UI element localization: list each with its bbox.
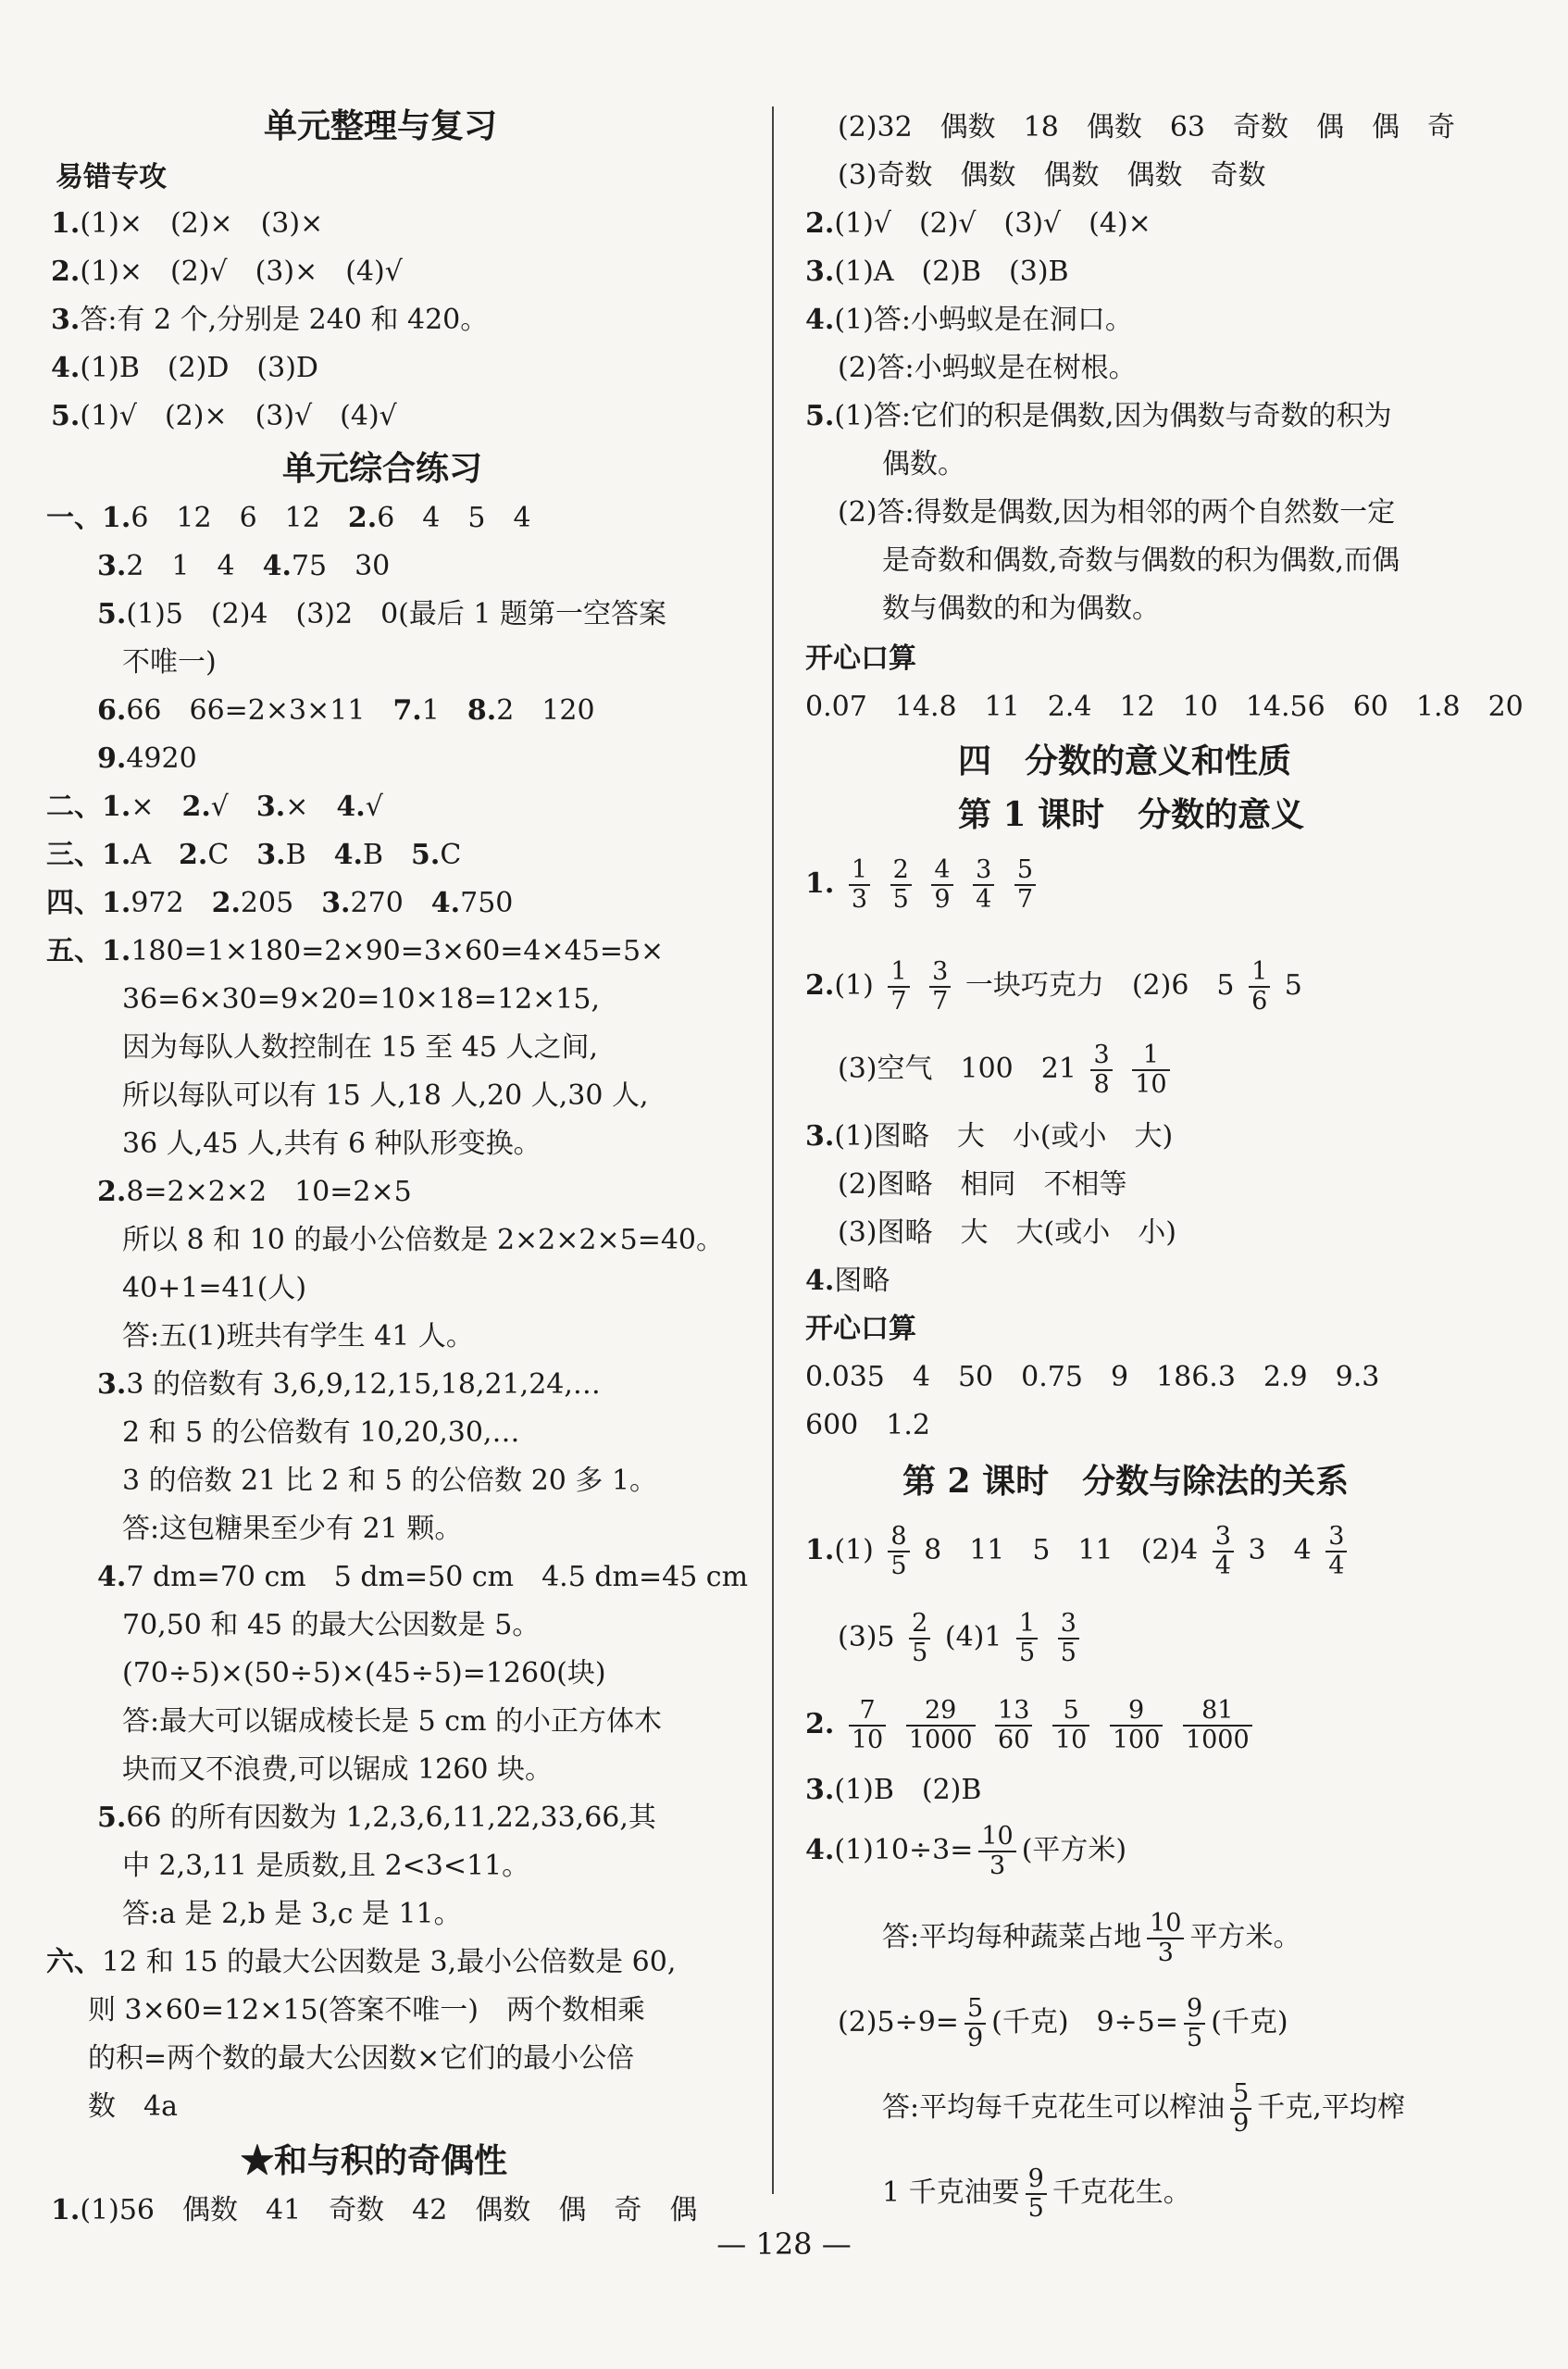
answer-line: (2)5÷9= $\frac{5}{9}$ (千克) 9÷5= $\frac{9}{5}$ (千克) (838, 1994, 1288, 2052)
answer-line: 36=6×30=9×20=10×18=12×15, (122, 983, 601, 1016)
answer-line: 4.图略 (805, 1265, 890, 1297)
answer-line: 一、1.6 12 6 12 2.6 4 5 4 (46, 502, 531, 534)
answer-line: 的积=两个数的最大公因数×它们的最小公倍 (88, 2042, 635, 2075)
answer-line: (2)答:小蚂蚁是在树根。 (838, 352, 1137, 384)
fraction: $\frac{10}{3}$ (1147, 1910, 1184, 1967)
fraction: $\frac{3}{4}$ (973, 856, 994, 914)
fraction: $\frac{1}{10}$ (1132, 1041, 1169, 1099)
fraction: $\frac{5}{7}$ (1014, 856, 1036, 914)
fraction: $\frac{3}{4}$ (1325, 1523, 1347, 1580)
answer-line: 所以 8 和 10 的最小公倍数是 2×2×2×5=40。 (122, 1224, 725, 1256)
answer-line: 2.(1) $\frac{1}{7}$ $\frac{3}{7}$ 一块巧克力 (2)6 5 $\frac{1}{6}$ 5 (805, 957, 1302, 1016)
answer-line: 2. $\frac{7}{10}$ $\frac{29}{1000}$ $\frac{13}{60}$ $\frac{5}{10}$ $\frac{9}{100}$ $\frac{81}{1000}$ (805, 1692, 1258, 1757)
subsection-title: 开心口算 (805, 642, 916, 675)
fraction: $\frac{7}{10}$ (849, 1697, 886, 1754)
answer-line: 四、1.972 2.205 3.270 4.750 (46, 887, 514, 919)
fraction: $\frac{3}{5}$ (1058, 1610, 1079, 1667)
fraction: $\frac{9}{100}$ (1110, 1697, 1164, 1754)
answer-line: 偶数。 (882, 448, 965, 480)
answer-line: 3.2 1 4 4.75 30 (97, 550, 391, 582)
answer-line: 6.66 66=2×3×11 7.1 8.2 120 (97, 694, 595, 727)
answer-line: 答:a 是 2,b 是 3,c 是 11。 (122, 1898, 462, 1930)
answer-line: 40+1=41(人) (122, 1272, 307, 1304)
answer-line: 则 3×60=12×15(答案不唯一) 两个数相乘 (88, 1994, 645, 2026)
fraction: $\frac{2}{5}$ (890, 856, 912, 914)
answer-line: 二、1.× 2.√ 3.× 4.√ (46, 791, 383, 823)
section-title: 单元整理与复习 (264, 106, 498, 145)
answer-line: 0.035 4 50 0.75 9 186.3 2.9 9.3 (805, 1361, 1380, 1393)
fraction: $\frac{1}{7}$ (888, 958, 909, 1016)
answer-line: (70÷5)×(50÷5)×(45÷5)=1260(块) (122, 1657, 606, 1689)
answer-line: 3.(1)B (2)B (805, 1774, 982, 1806)
answer-line: 3.答:有 2 个,分别是 240 和 420。 (51, 304, 489, 336)
answer-line: (2)32 偶数 18 偶数 63 奇数 偶 偶 奇 (838, 111, 1456, 143)
fraction: $\frac{5}{10}$ (1052, 1697, 1089, 1754)
answer-line: 数 4a (88, 2090, 178, 2123)
answer-line: 1.(1)× (2)× (3)× (51, 207, 324, 240)
section-title: 单元综合练习 (282, 449, 483, 488)
answer-line: 4.7 dm=70 cm 5 dm=50 cm 4.5 dm=45 cm (97, 1561, 749, 1593)
answer-line: 答:五(1)班共有学生 41 人。 (122, 1320, 474, 1353)
fraction: $\frac{3}{7}$ (929, 958, 951, 1016)
answer-line: 3.3 的倍数有 3,6,9,12,15,18,21,24,… (97, 1368, 601, 1401)
answer-line: 3 的倍数 21 比 2 和 5 的公倍数 20 多 1。 (122, 1465, 658, 1497)
answer-line: 1. $\frac{1}{3}$ $\frac{2}{5}$ $\frac{4}{9}$ $\frac{3}{4}$ $\frac{5}{7}$ (805, 852, 1041, 916)
star-icon: ★ (241, 2141, 275, 2180)
fraction: $\frac{9}{5}$ (1184, 1995, 1205, 2052)
chapter-title: 四 分数的意义和性质 (958, 742, 1292, 780)
answer-line: 5.(1)√ (2)× (3)√ (4)√ (51, 400, 397, 432)
answer-line: 2 和 5 的公倍数有 10,20,30,… (122, 1416, 520, 1449)
section-title: ★和与积的奇偶性 (241, 2141, 508, 2180)
answer-line: (3)奇数 偶数 偶数 偶数 奇数 (838, 159, 1266, 192)
fraction: $\frac{13}{60}$ (995, 1697, 1032, 1754)
answer-line: 5.(1)答:它们的积是偶数,因为偶数与奇数的积为 (805, 400, 1392, 432)
answer-line: (3)5 $\frac{2}{5}$ (4)1 $\frac{1}{5}$ $\frac{3}{5}$ (838, 1605, 1085, 1670)
page-number: — 128 — (716, 2226, 852, 2262)
fraction: $\frac{2}{5}$ (909, 1610, 930, 1667)
fraction: $\frac{9}{5}$ (1026, 2165, 1047, 2223)
fraction: $\frac{8}{5}$ (888, 1523, 909, 1580)
answer-line: 三、1.A 2.C 3.B 4.B 5.C (46, 839, 462, 871)
answer-line: 所以每队可以有 15 人,18 人,20 人,30 人, (122, 1079, 649, 1112)
fraction: $\frac{3}{4}$ (1213, 1523, 1234, 1580)
fraction: $\frac{5}{9}$ (964, 1995, 986, 2052)
answer-line: 六、12 和 15 的最大公因数是 3,最小公倍数是 60, (46, 1946, 677, 1978)
lesson-title: 第 2 课时 分数与除法的关系 (902, 1462, 1350, 1501)
answer-line: 答:平均每种蔬菜占地 $\frac{10}{3}$ 平方米。 (882, 1909, 1301, 1967)
answer-line: 1.(1)56 偶数 41 奇数 42 偶数 偶 奇 偶 (51, 2194, 698, 2226)
answer-line: 4.(1)B (2)D (3)D (51, 352, 318, 384)
fraction: $\frac{3}{8}$ (1090, 1041, 1112, 1099)
answer-line: 4.(1)答:小蚂蚁是在洞口。 (805, 304, 1133, 336)
fraction: $\frac{29}{1000}$ (906, 1697, 976, 1754)
answer-line: 9.4920 (97, 742, 197, 775)
answer-line: 600 1.2 (805, 1409, 930, 1441)
fraction: $\frac{5}{9}$ (1230, 2080, 1251, 2138)
answer-line: (2)答:得数是偶数,因为相邻的两个自然数一定 (838, 496, 1396, 529)
answer-line: (3)空气 100 21 $\frac{3}{8}$ $\frac{1}{10}$ (838, 1037, 1176, 1102)
answer-line: 1.(1) $\frac{8}{5}$ 8 11 5 11 (2)4 $\frac{3}{4}$ 3 4 $\frac{3}{4}$ (805, 1518, 1352, 1583)
answer-line: (2)图略 相同 不相等 (838, 1168, 1127, 1201)
answer-line: 2.(1)× (2)√ (3)× (4)√ (51, 256, 403, 288)
answer-line: 2.(1)√ (2)√ (3)√ (4)× (805, 207, 1151, 240)
column-divider (772, 106, 774, 2194)
answer-line: 3.(1)图略 大 小(或小 大) (805, 1120, 1174, 1153)
fraction: $\frac{81}{1000}$ (1183, 1697, 1252, 1754)
answer-line: 2.8=2×2×2 10=2×5 (97, 1176, 412, 1208)
answer-line: 4.(1)10÷3= $\frac{10}{3}$ (平方米) (805, 1822, 1127, 1880)
answer-line: 答:最大可以锯成棱长是 5 cm 的小正方体木 (122, 1705, 663, 1738)
answer-line: (3)图略 大 大(或小 小) (838, 1216, 1176, 1249)
answer-line: 不唯一) (122, 646, 217, 679)
answer-line: 3.(1)A (2)B (3)B (805, 256, 1069, 288)
answer-line: 是奇数和偶数,奇数与偶数的积为偶数,而偶 (882, 544, 1400, 577)
subsection-title: 易错专攻 (56, 161, 167, 193)
fraction: $\frac{1}{6}$ (1249, 958, 1270, 1016)
answer-line: 块而又不浪费,可以锯成 1260 块。 (122, 1753, 553, 1786)
answer-line: 5.66 的所有因数为 1,2,3,6,11,22,33,66,其 (97, 1802, 656, 1834)
answer-line: 1 千克油要 $\frac{9}{5}$ 千克花生。 (882, 2164, 1191, 2223)
answer-line: 36 人,45 人,共有 6 种队形变换。 (122, 1128, 541, 1160)
subsection-title: 开心口算 (805, 1313, 916, 1345)
answer-line: 5.(1)5 (2)4 (3)2 0(最后 1 题第一空答案 (97, 598, 667, 630)
answer-line: 70,50 和 45 的最大公因数是 5。 (122, 1609, 541, 1641)
fraction: $\frac{10}{3}$ (978, 1823, 1015, 1880)
answer-line: 答:平均每千克花生可以榨油 $\frac{5}{9}$ 千克,平均榨 (882, 2079, 1405, 2138)
fraction: $\frac{4}{9}$ (931, 856, 952, 914)
answer-line: 因为每队人数控制在 15 至 45 人之间, (122, 1031, 599, 1064)
fraction: $\frac{1}{5}$ (1016, 1610, 1038, 1667)
lesson-title: 第 1 课时 分数的意义 (958, 795, 1305, 834)
fraction: $\frac{1}{3}$ (849, 856, 870, 914)
answer-line: 五、1.180=1×180=2×90=3×60=4×45=5× (46, 935, 665, 967)
answer-line: 答:这包糖果至少有 21 颗。 (122, 1513, 463, 1545)
answer-line: 数与偶数的和为偶数。 (882, 592, 1160, 625)
answer-line: 中 2,3,11 是质数,且 2<3<11。 (122, 1850, 530, 1882)
answer-line: 0.07 14.8 11 2.4 12 10 14.56 60 1.8 20 (805, 691, 1524, 723)
